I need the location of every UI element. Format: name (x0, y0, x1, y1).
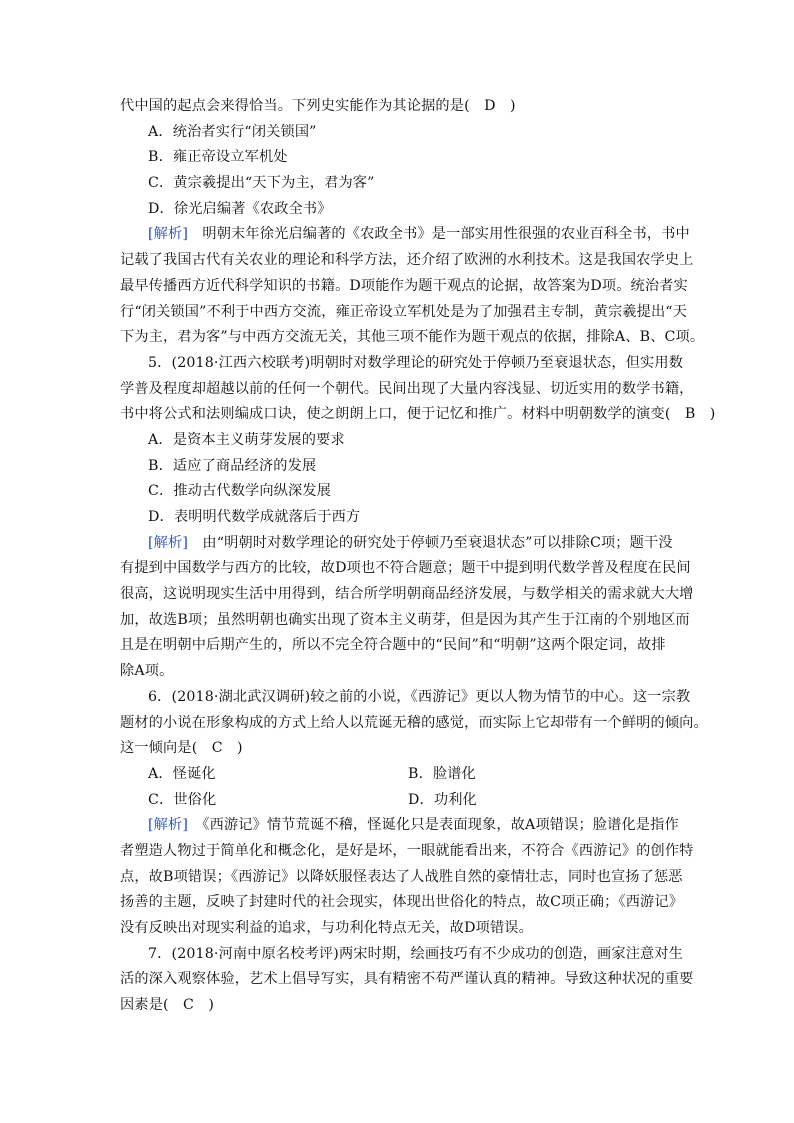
q6-analysis-text: 《西游记》情节荒诞不稽，怪诞化只是表面现象，故A项错误；脸谱化是指作 (188, 817, 679, 834)
q4-analysis-line-4: 行“闭关锁国”不利于中西方交流，雍正帝设立军机处是为了加强君主专制，黄宗羲提出“天 (120, 303, 688, 320)
page-content (120, 94, 716, 1019)
q7-stem-line-1: 7．(2018·河南中原名校考评)两宋时期，绘画技巧有不少成功的创造，画家注意对生 (148, 945, 684, 962)
q5-analysis-text: 由“明朝时对数学理论的研究处于停顿乃至衰退状态”可以排除C项；题干没 (188, 534, 673, 551)
q6-stem-line-1: 6．(2018·湖北武汉调研)较之前的小说，《西游记》更以人物为情节的中心。这一宗教 (148, 688, 691, 705)
q5-option-a: A．是资本主义萌芽发展的要求 (148, 431, 345, 448)
q4-stem: 代中国的起点会来得恰当。下列史实能作为其论据的是( D ) (120, 98, 516, 114)
q6-analysis-line-4: 扬善的主题，反映了封建时代的社会现实，体现出世俗化的特点，故C项正确；《西游记》 (120, 894, 684, 911)
q5-option-c: C．推动古代数学向纵深发展 (148, 483, 332, 500)
q6-options-row-1 (120, 762, 680, 788)
q6-analysis-line-5: 没有反映出对现实利益的追求，与功利化特点无关，故D项错误。 (120, 920, 533, 936)
q4-option-c: C．黄宗羲提出“天下为主，君为客” (148, 175, 375, 192)
q5-analysis-line-1 (120, 531, 680, 557)
q6-option-a: A．怪诞化 (148, 765, 216, 782)
q5-analysis-line-4: 加，故选B项；虽然明朝也确实出现了资本主义萌芽，但是因为其产生于江南的个别地区而 (120, 611, 690, 628)
q5-analysis-line-6: 除A项。 (120, 663, 174, 680)
q4-option-a: A．统治者实行“闭关锁国” (148, 123, 317, 140)
q6-options-row-2 (120, 788, 680, 814)
analysis-tag: [解析] (148, 817, 189, 834)
q4-analysis-line-1 (120, 222, 690, 248)
q6-analysis-line-2: 者塑造人物过于简单化和概念化，是好是坏，一眼就能看出来，不符合《西游记》的创作特 (120, 842, 694, 859)
q4-option-b: B．雍正帝设立军机处 (148, 149, 288, 166)
q5-stem-line-2: 学普及程度却超越以前的任何一个朝代。民间出现了大量内容浅显、切近实用的数学书籍， (120, 380, 694, 397)
q6-analysis-line-3: 点，故B项错误；《西游记》以降妖服怪表达了人战胜自然的豪情壮志，同时也宣扬了惩恶 (120, 868, 683, 885)
analysis-tag: [解析] (148, 226, 189, 243)
q4-analysis-line-5: 下为主，君为客”与中西方交流无关，其他三项不能作为题干观点的依据，排除A、B、C项。 (120, 329, 705, 346)
q6-option-b: B．脸谱化 (408, 765, 476, 782)
q5-analysis-line-2: 有提到中国数学与西方的比较，故D项也不符合题意；题干中提到明代数学普及程度在民间 (120, 560, 691, 577)
q5-analysis-line-3: 很高，这说明现实生活中用得到，结合所学明朝商品经济发展，与数学相关的需求就大大增 (120, 586, 694, 603)
q7-stem-line-2: 活的深入观察体验，艺术上倡导写实，具有精密不苟严谨认真的精神。导致这种状况的重要 (120, 971, 694, 988)
q7-stem-line-3: 因素是( C ) (120, 997, 215, 1014)
q5-option-b: B．适应了商品经济的发展 (148, 457, 317, 474)
q4-analysis-line-3: 最早传播西方近代科学知识的书籍。D项能作为题干观点的论据，故答案为D项。统治者实 (120, 277, 688, 294)
q4-analysis-text: 明朝末年徐光启编著的《农政全书》是一部实用性很强的农业百科全书，书中 (188, 226, 690, 243)
q6-analysis-line-1 (120, 813, 680, 839)
q6-option-d: D．功利化 (408, 791, 477, 808)
q6-stem-line-3: 这一倾向是( C ) (120, 740, 243, 757)
q5-stem-line-3: 书中将公式和法则编成口诀，使之朗朗上口，便于记忆和推广。材料中明朝数学的演变( B ) (120, 406, 716, 423)
q5-option-d: D．表明明代数学成就落后于西方 (148, 509, 361, 525)
q6-stem-line-2: 题材的小说在形象构成的方式上给人以荒诞无稽的感觉，而实际上它却带有一个鲜明的倾向。 (120, 714, 708, 731)
q5-stem-line-1: 5．(2018·江西六校联考)明朝时对数学理论的研究处于停顿乃至衰退状态，但实用数 (148, 354, 684, 371)
q4-analysis-line-2: 记载了我国古代有关农业的理论和科学方法，还介绍了欧洲的水利技术。这是我国农学史上 (120, 252, 694, 269)
analysis-tag: [解析] (148, 534, 189, 551)
q5-analysis-line-5: 且是在明朝中后期产生的，所以不完全符合题中的“民间”和“明朝”这两个限定词，故排 (120, 637, 666, 654)
q4-option-d: D．徐光启编著《农政全书》 (148, 200, 332, 217)
q6-option-c: C．世俗化 (148, 791, 217, 808)
